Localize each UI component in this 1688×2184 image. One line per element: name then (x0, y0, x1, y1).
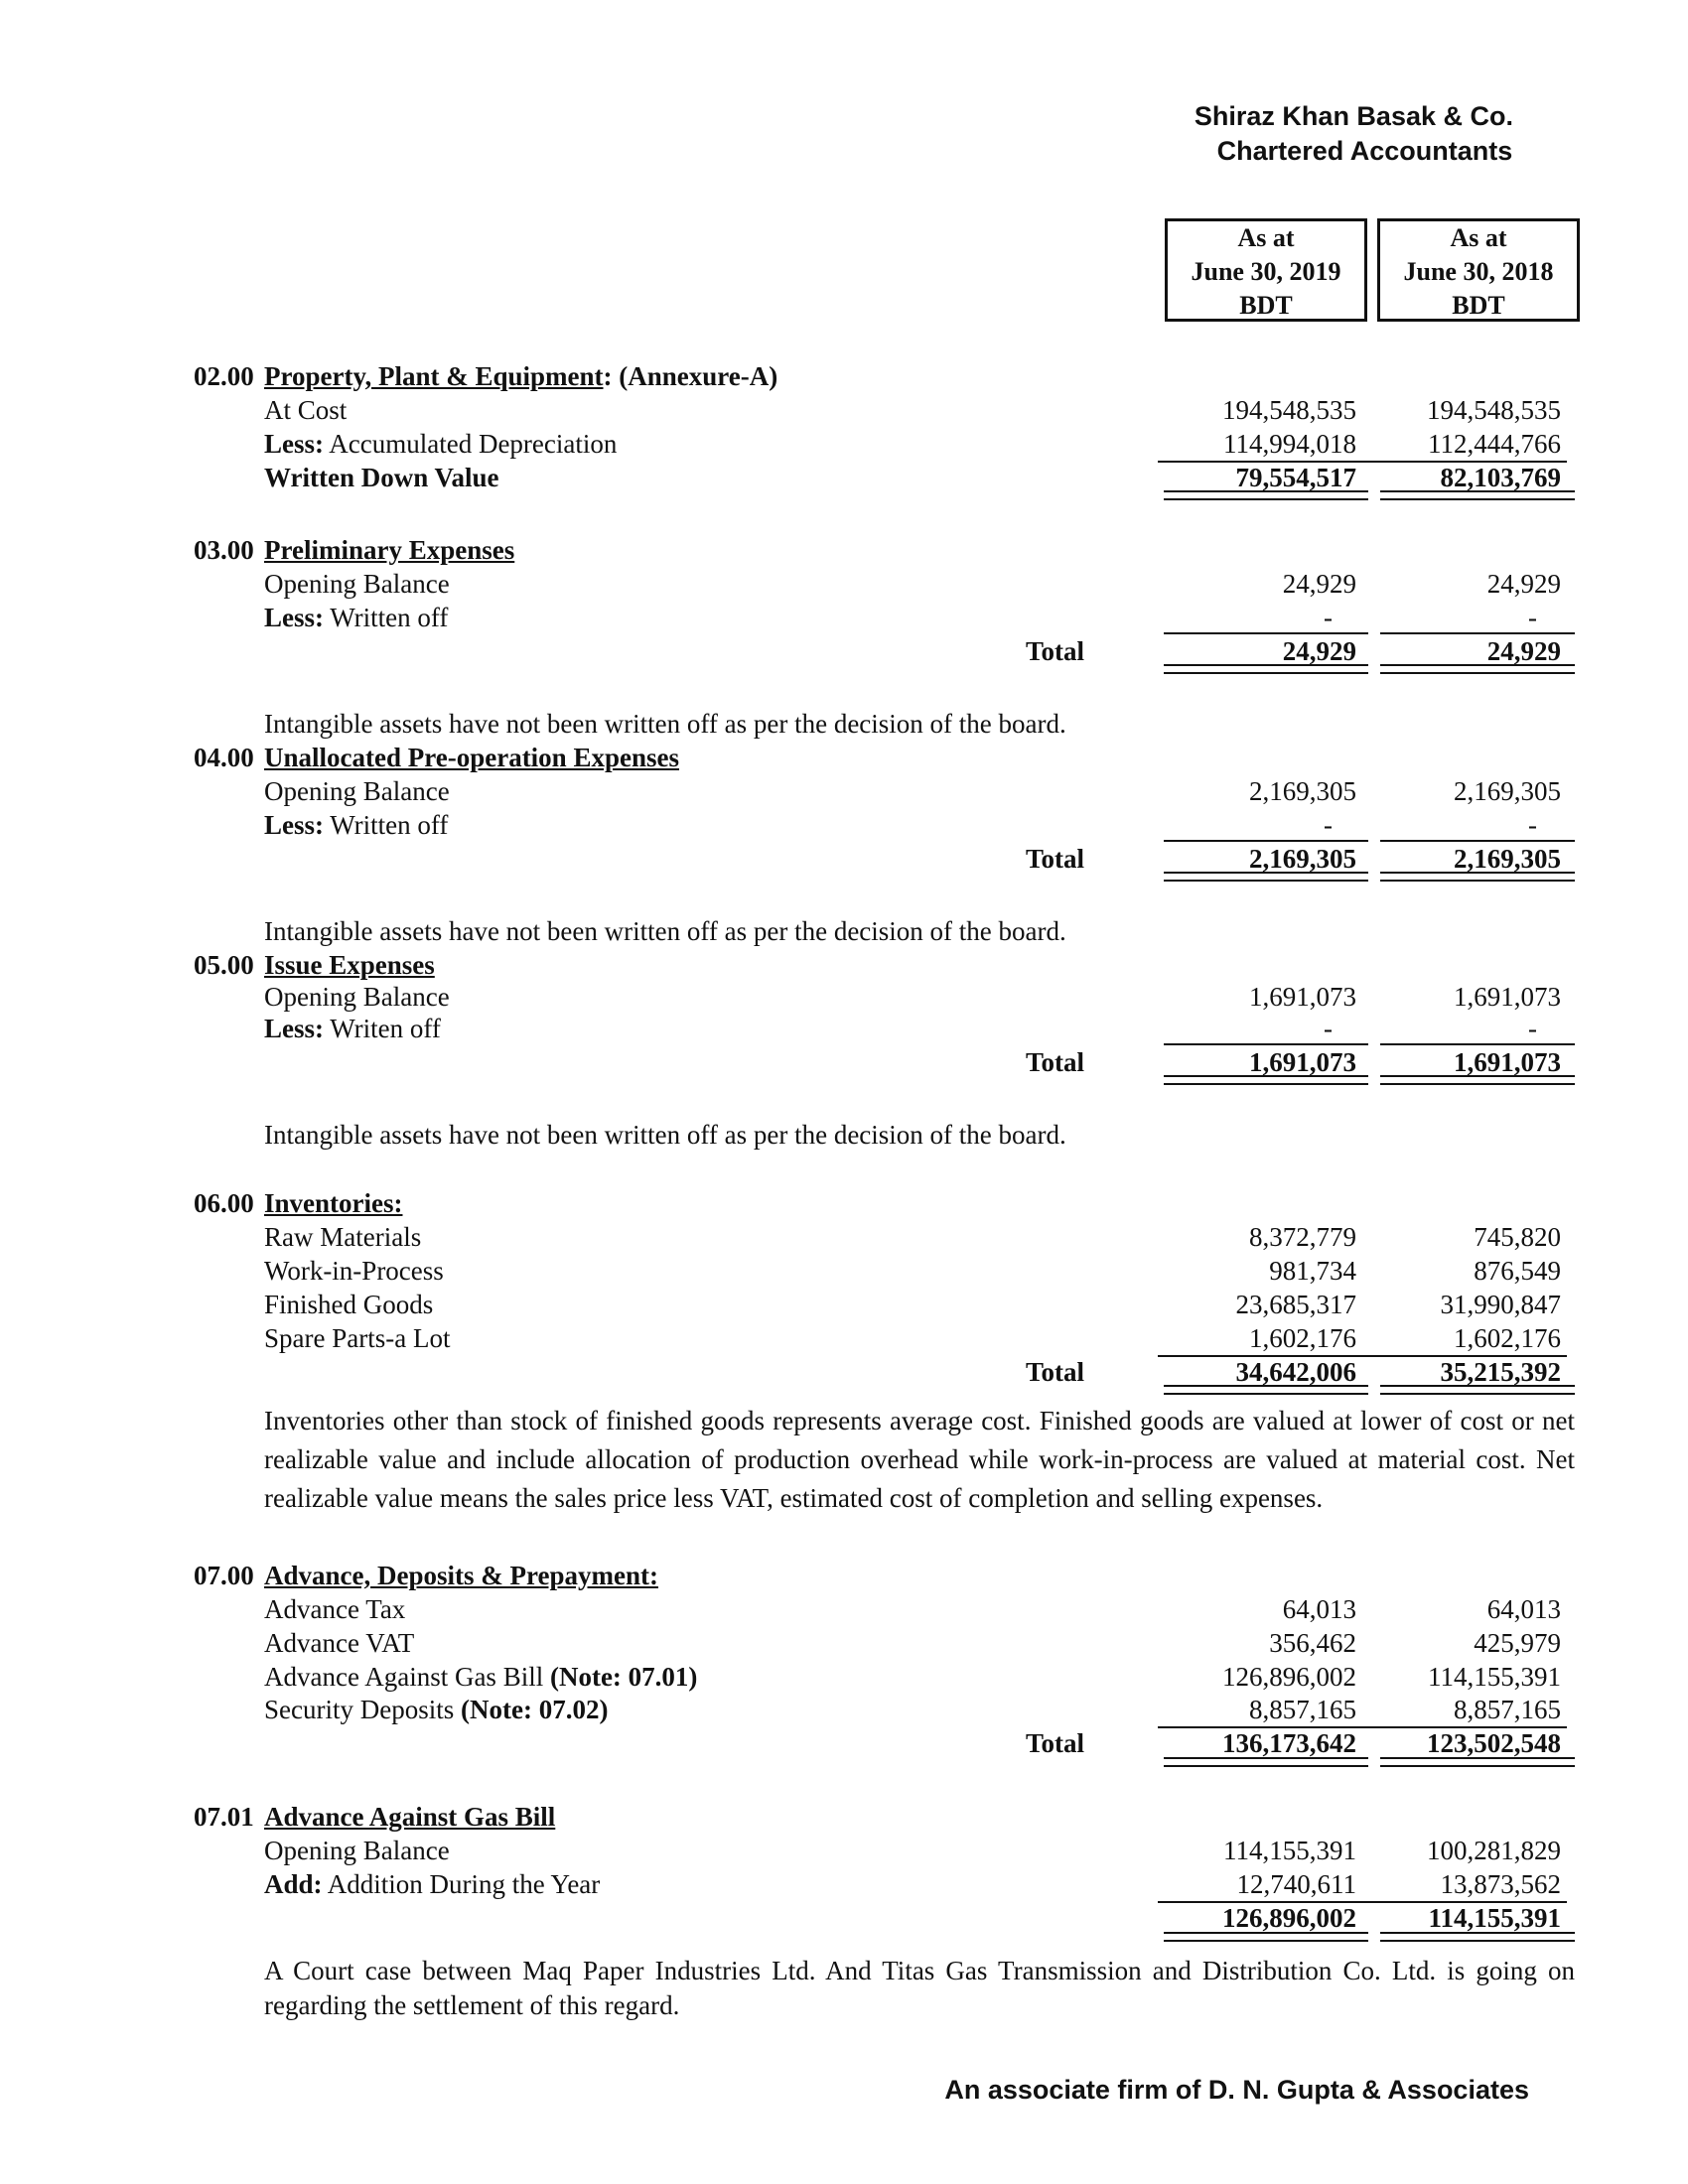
dash: - (1528, 603, 1537, 632)
total-2019: 34,642,006 (1235, 1357, 1356, 1387)
section-number: 04.00 (194, 743, 254, 772)
section-title (264, 1800, 555, 1834)
section-title-suffix: : (Annexure-A) (603, 361, 778, 391)
table-row (0, 1321, 1688, 1355)
total-row (0, 1355, 1688, 1389)
table-row (0, 1288, 1688, 1321)
double-underline (1380, 664, 1575, 674)
row-label: Opening Balance (264, 569, 450, 599)
dash: - (1324, 603, 1333, 632)
row-label-prefix: Less: (264, 1014, 324, 1043)
total-2019: 2,169,305 (1249, 844, 1356, 874)
dash: - (1324, 1014, 1333, 1043)
value-2019 (1158, 1012, 1356, 1045)
double-underline (1380, 1385, 1575, 1395)
double-underline (1380, 1757, 1575, 1767)
section-title-text: Inventories: (264, 1188, 403, 1218)
section-title (264, 1186, 402, 1220)
note-reference: (Note: 07.02) (460, 1695, 609, 1724)
column-header-2018 (1377, 218, 1580, 322)
table-row (0, 567, 1688, 601)
value-2018: 2,169,305 (1454, 776, 1561, 806)
value-2019: 126,896,002 (1222, 1662, 1356, 1692)
value-2018: 876,549 (1474, 1256, 1561, 1286)
value-2018: 100,281,829 (1427, 1836, 1561, 1865)
value-2019: 981,734 (1269, 1256, 1356, 1286)
row-label: Raw Materials (264, 1222, 422, 1252)
column-header-line: As at (1237, 223, 1295, 252)
note-text (0, 1118, 1688, 1152)
section-title-text: Property, Plant & Equipment (264, 361, 604, 391)
value-2019: 64,013 (1282, 1594, 1356, 1624)
note-text (0, 707, 1688, 741)
total-label: Total (1025, 1047, 1084, 1077)
value-2018: 31,990,847 (1440, 1290, 1561, 1319)
total-row (0, 842, 1688, 876)
column-header-2019 (1165, 218, 1367, 322)
row-label (264, 1693, 608, 1726)
value-2019 (1158, 808, 1356, 842)
value-2018: 114,155,391 (1428, 1662, 1561, 1692)
note-text-content: Intangible assets have not been written off as per the decision of the board. (264, 916, 1066, 946)
value-2018 (1362, 808, 1561, 842)
double-underline (1164, 664, 1368, 674)
row-label: Spare Parts-a Lot (264, 1323, 451, 1353)
total-row (0, 1901, 1688, 1935)
value-2019: 8,857,165 (1158, 1693, 1362, 1728)
total-label: Total (1025, 636, 1084, 666)
section-number: 02.00 (194, 361, 254, 391)
value-2019: 1,691,073 (1249, 982, 1356, 1012)
value-2019: 194,548,535 (1222, 395, 1356, 425)
table-row (0, 1660, 1688, 1694)
row-label-text: Written off (324, 810, 449, 840)
value-2019: 12,740,611 (1158, 1867, 1362, 1903)
row-label: Work-in-Process (264, 1256, 444, 1286)
row-label (264, 427, 617, 461)
section-number: 07.00 (194, 1561, 254, 1590)
value-2019 (1158, 601, 1356, 634)
double-underline (1164, 490, 1368, 500)
row-label-prefix: Less: (264, 429, 324, 459)
value-2018: 194,548,535 (1427, 395, 1561, 425)
section-title (264, 1559, 658, 1592)
value-2019: 1,602,176 (1158, 1321, 1362, 1357)
table-row (0, 980, 1688, 1014)
section-title-text: Advance Against Gas Bill (264, 1802, 556, 1832)
value-2018: 24,929 (1486, 569, 1561, 599)
note-reference: (Note: 07.01) (549, 1662, 698, 1692)
note-text-content: Intangible assets have not been written off as per the decision of the board. (264, 709, 1066, 739)
value-2019: 356,462 (1269, 1628, 1356, 1658)
total-row (0, 634, 1688, 668)
table-row (0, 1220, 1688, 1254)
double-underline (1164, 1385, 1368, 1395)
table-row (0, 393, 1688, 427)
column-header-line: As at (1450, 223, 1507, 252)
total-2018: 35,215,392 (1440, 1357, 1561, 1387)
double-underline (1380, 1932, 1575, 1942)
value-2018: 1,602,176 (1362, 1321, 1567, 1357)
value-2019: 8,372,779 (1249, 1222, 1356, 1252)
row-label (264, 1867, 600, 1901)
total-2018: 82,103,769 (1440, 463, 1561, 492)
value-2019: 2,169,305 (1249, 776, 1356, 806)
double-underline (1380, 490, 1575, 500)
double-underline (1164, 1757, 1368, 1767)
table-row (0, 1867, 1688, 1901)
section-heading (0, 533, 1688, 567)
table-row (0, 1592, 1688, 1626)
firm-header (1195, 99, 1513, 169)
total-2018: 1,691,073 (1454, 1047, 1561, 1077)
table-row (0, 427, 1688, 461)
value-2018: 112,444,766 (1362, 427, 1567, 463)
value-2018: 13,873,562 (1362, 1867, 1567, 1903)
double-underline (1380, 1075, 1575, 1085)
table-row (0, 774, 1688, 808)
total-2018: 2,169,305 (1454, 844, 1561, 874)
value-2018 (1362, 601, 1561, 634)
section-number: 06.00 (194, 1188, 254, 1218)
firm-name: Shiraz Khan Basak & Co. (1194, 101, 1513, 131)
row-label-text: Advance Against Gas Bill (264, 1662, 550, 1692)
column-header-line: BDT (1239, 291, 1293, 320)
value-2018 (1362, 1012, 1561, 1045)
section-title (264, 359, 777, 393)
value-2018: 745,820 (1474, 1222, 1561, 1252)
row-label-text: Accumulated Depreciation (324, 429, 618, 459)
note-text (0, 914, 1688, 948)
value-2019: 24,929 (1282, 569, 1356, 599)
section-heading (0, 741, 1688, 774)
section-title (264, 533, 514, 567)
footer-associate: An associate firm of D. N. Gupta & Associates (944, 2075, 1529, 2105)
section-title-text: Unallocated Pre-operation Expenses (264, 743, 679, 772)
section-title-text: Preliminary Expenses (264, 535, 515, 565)
row-label-text: Writen off (324, 1014, 441, 1043)
section-number: 03.00 (194, 535, 254, 565)
value-2018: 1,691,073 (1454, 982, 1561, 1012)
total-2018: 24,929 (1486, 636, 1561, 666)
section-heading (0, 1800, 1688, 1834)
total-2019: 79,554,517 (1235, 463, 1356, 492)
total-label: Total (1025, 1728, 1084, 1758)
section-title (264, 948, 435, 982)
table-row (0, 1834, 1688, 1867)
table-row (0, 1254, 1688, 1288)
row-label: Opening Balance (264, 1836, 450, 1865)
row-label (264, 1012, 441, 1045)
row-label: Advance Tax (264, 1594, 406, 1624)
value-2018: 425,979 (1474, 1628, 1561, 1658)
section-title-text: Advance, Deposits & Prepayment: (264, 1561, 658, 1590)
total-row (0, 1726, 1688, 1760)
row-label: Opening Balance (264, 982, 450, 1012)
double-underline (1164, 1075, 1368, 1085)
total-2018: 123,502,548 (1427, 1728, 1561, 1758)
total-label: Written Down Value (264, 463, 499, 492)
column-header-line: June 30, 2018 (1403, 257, 1554, 286)
table-row (0, 1693, 1688, 1726)
row-label-text: Addition During the Year (322, 1869, 601, 1899)
row-label (264, 808, 448, 842)
section-heading (0, 948, 1688, 982)
table-row (0, 808, 1688, 842)
table-row (0, 1626, 1688, 1660)
total-2019: 24,929 (1282, 636, 1356, 666)
row-label-text: Security Deposits (264, 1695, 461, 1724)
row-label-text: Written off (324, 603, 449, 632)
row-label (264, 1660, 697, 1694)
row-label-prefix: Less: (264, 810, 324, 840)
table-row (0, 1012, 1688, 1045)
total-row (0, 461, 1688, 494)
section-title-text: Issue Expenses (264, 950, 435, 980)
value-2018: 64,013 (1486, 1594, 1561, 1624)
row-label (264, 601, 448, 634)
row-label: Finished Goods (264, 1290, 434, 1319)
value-2019: 23,685,317 (1235, 1290, 1356, 1319)
dash: - (1528, 810, 1537, 840)
total-row (0, 1045, 1688, 1079)
section-heading (0, 1559, 1688, 1592)
row-label-prefix: Less: (264, 603, 324, 632)
note-paragraph: A Court case between Maq Paper Industries Ltd. And Titas Gas Transmission and Distribution Co. Ltd. is going on regarding the settlement of this regard. (264, 1956, 1575, 2020)
note-text-content: Intangible assets have not been written off as per the decision of the board. (264, 1120, 1066, 1150)
total-label: Total (1025, 844, 1084, 874)
column-header-line: BDT (1452, 291, 1505, 320)
total-2018: 114,155,391 (1428, 1903, 1561, 1933)
section-title (264, 741, 679, 774)
double-underline (1164, 872, 1368, 882)
row-label-prefix: Add: (264, 1869, 323, 1899)
firm-subtitle: Chartered Accountants (1216, 136, 1513, 166)
section-heading (0, 359, 1688, 393)
dash: - (1528, 1014, 1537, 1043)
total-2019: 1,691,073 (1249, 1047, 1356, 1077)
total-label: Total (1025, 1357, 1084, 1387)
total-2019: 136,173,642 (1222, 1728, 1356, 1758)
column-header-line: June 30, 2019 (1191, 257, 1341, 286)
row-label: At Cost (264, 395, 348, 425)
value-2018: 8,857,165 (1362, 1693, 1567, 1728)
dash: - (1324, 810, 1333, 840)
note-paragraph: Inventories other than stock of finished goods represents average cost. Finished goods are valued at lower of cost or net realizable value and include allocation of production overhead while work-in-process are valued at material cost. Net realizable value means the sales price less VAT, estimated cost of completion and selling expenses. (264, 1406, 1575, 1513)
row-label: Opening Balance (264, 776, 450, 806)
row-label: Advance VAT (264, 1628, 415, 1658)
section-heading (0, 1186, 1688, 1220)
section-number: 07.01 (194, 1802, 254, 1832)
double-underline (1164, 1932, 1368, 1942)
section-number: 05.00 (194, 950, 254, 980)
value-2019: 114,994,018 (1158, 427, 1362, 463)
value-2019: 114,155,391 (1223, 1836, 1356, 1865)
table-row (0, 601, 1688, 634)
total-2019: 126,896,002 (1222, 1903, 1356, 1933)
double-underline (1380, 872, 1575, 882)
